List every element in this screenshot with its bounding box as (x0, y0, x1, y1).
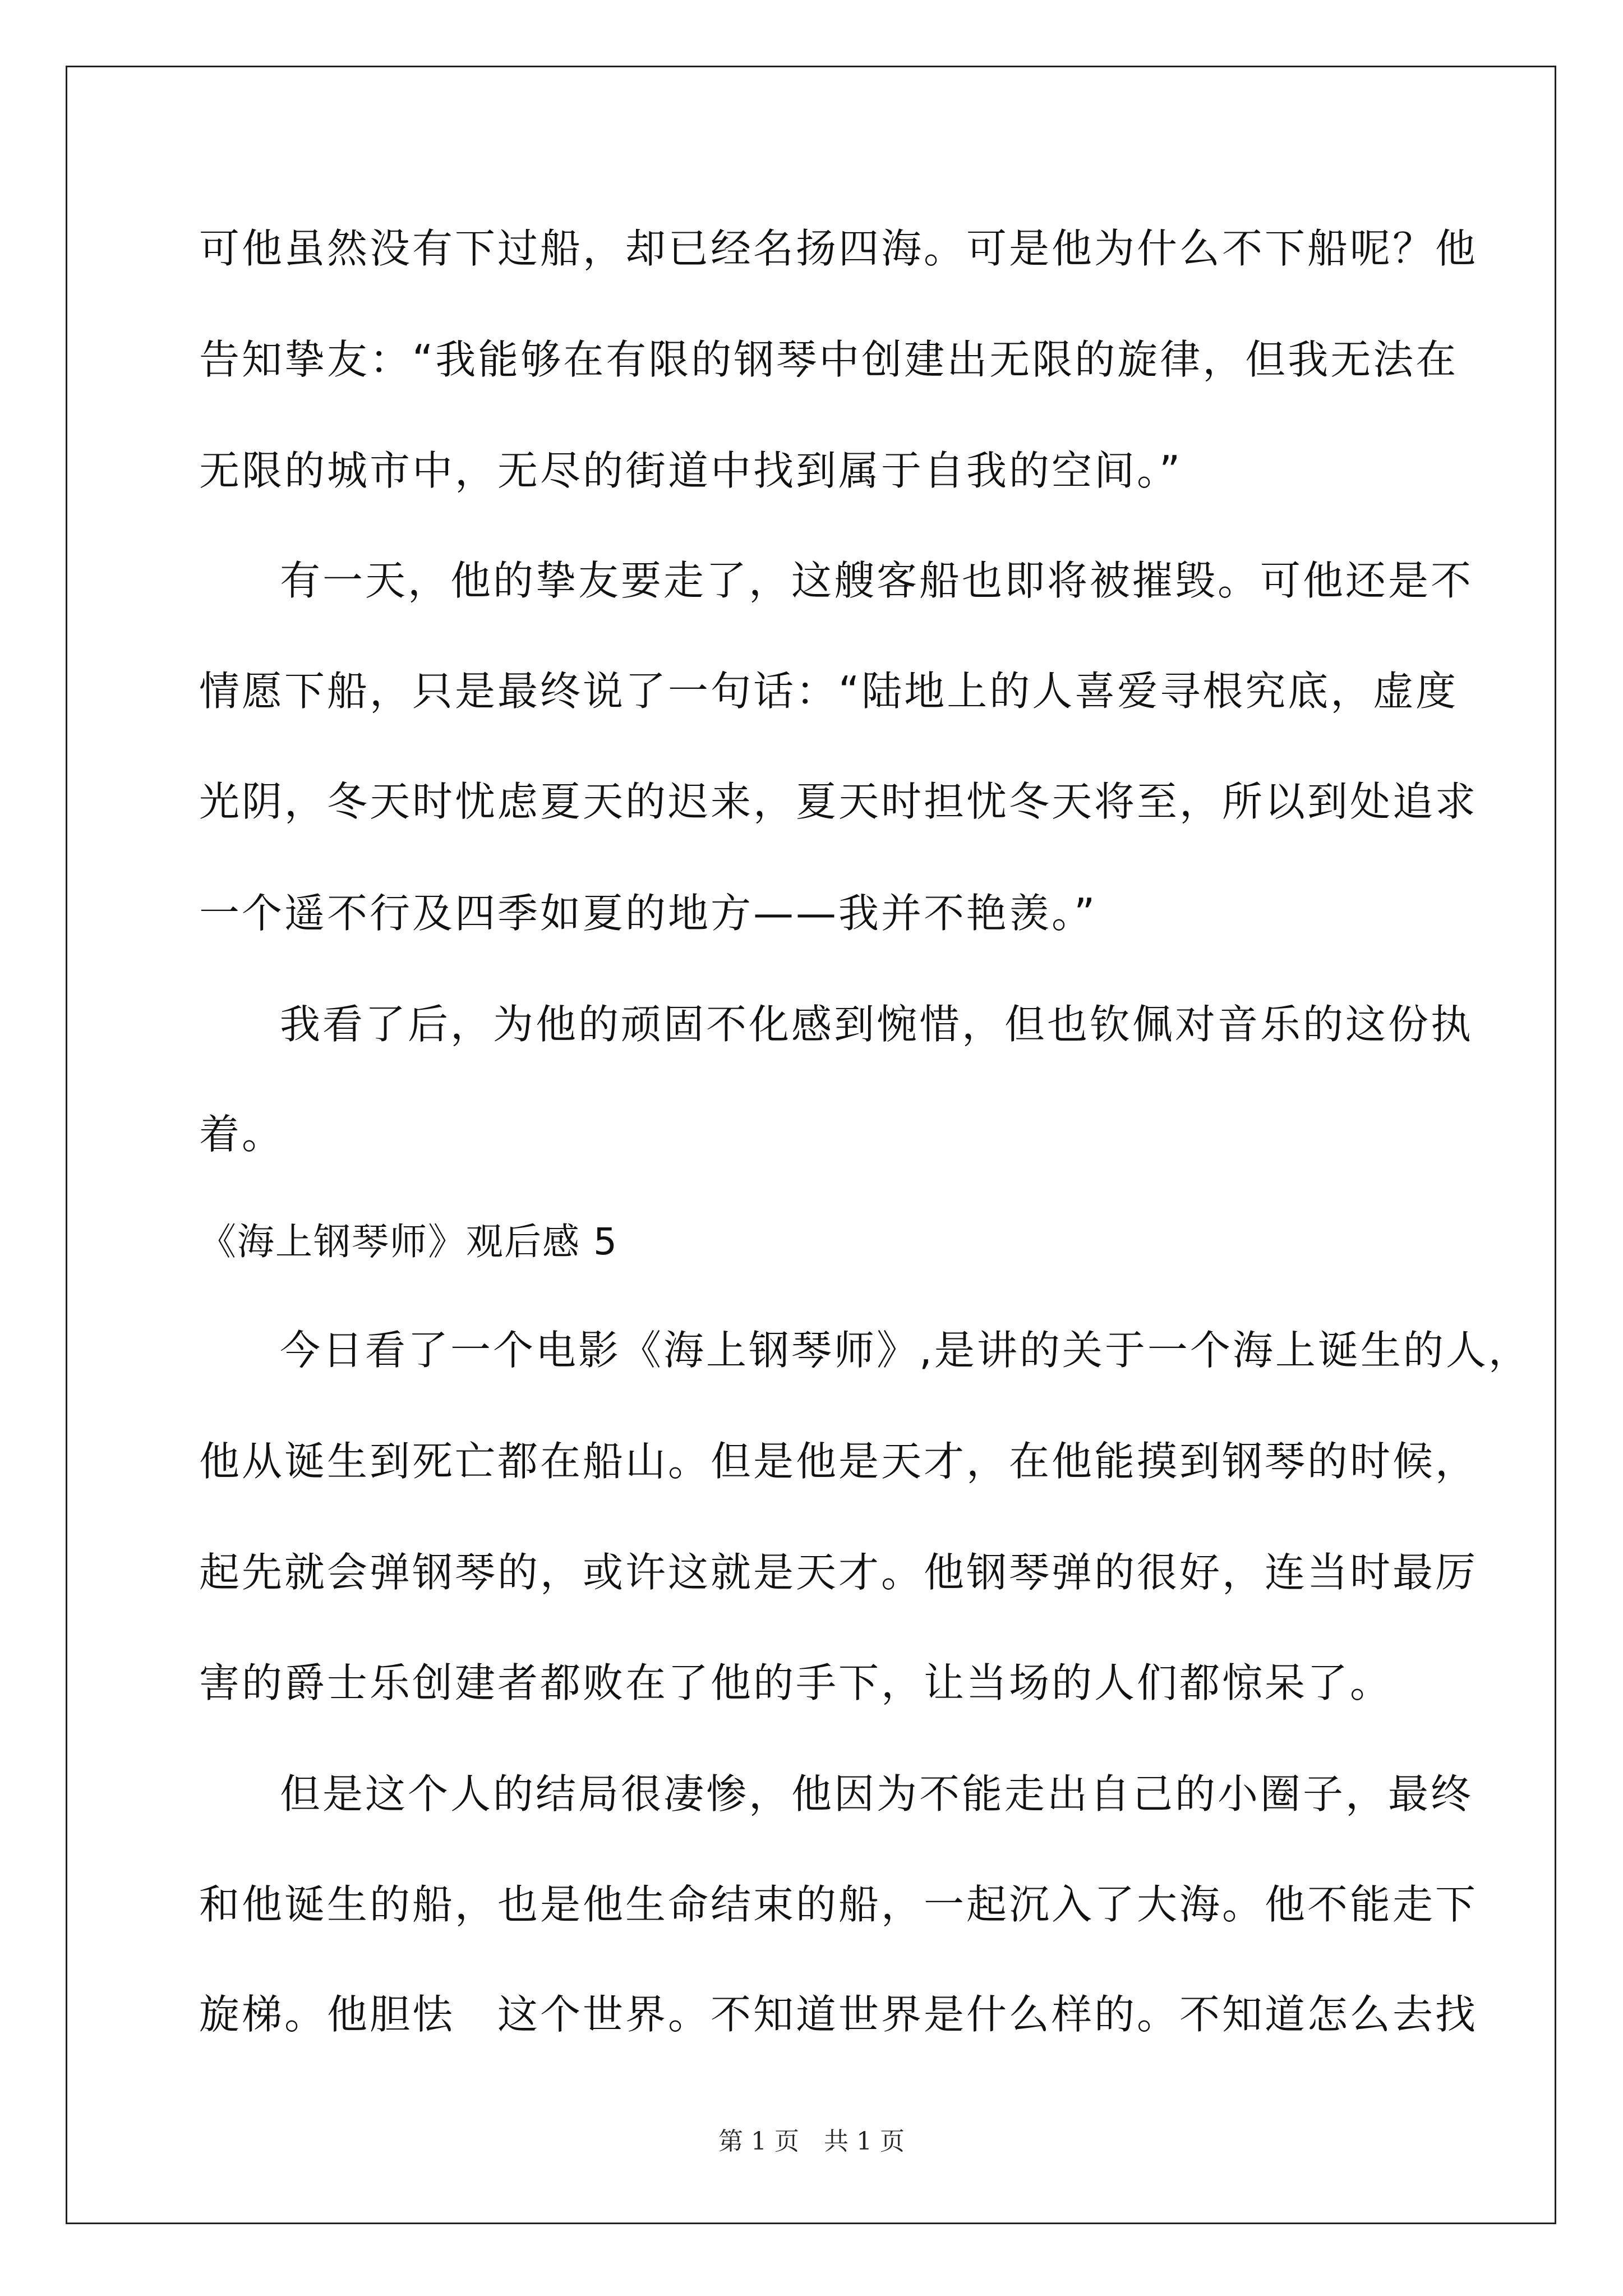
text-line: 光阴，冬天时忧虑夏天的迟来，夏天时担忧冬天将至，所以到处追求 (199, 778, 1478, 825)
section-heading: 《海上钢琴师》观后感 5 (199, 1220, 618, 1263)
text-line: 有一天，他的挚友要走了，这艘客船也即将被摧毁。可他还是不 (280, 557, 1474, 604)
text-line: 一个遥不行及四季如夏的地方——我并不艳羡。” (199, 890, 1098, 937)
text-line: 着。 (199, 1111, 285, 1158)
text-line: 但是这个人的结局很凄惨，他因为不能走出自己的小圈子，最终 (280, 1770, 1474, 1818)
text-line: 告知挚友：“我能够在有限的钢琴中创建出无限的旋律，但我无法在 (199, 336, 1459, 383)
text-line: 害的爵士乐创建者都败在了他的手下，让当场的人们都惊呆了。 (199, 1659, 1393, 1706)
text-line: 情愿下船，只是最终说了一句话：“陆地上的人喜爱寻根究底，虚度 (199, 668, 1459, 715)
text-line: 他从诞生到死亡都在船山。但是他是天才，在他能摸到钢琴的时候， (199, 1438, 1478, 1485)
text-line: 和他诞生的船，也是他生命结束的船，一起沉入了大海。他不能走下 (199, 1881, 1478, 1928)
text-line: 起先就会弹钢琴的，或许这就是天才。他钢琴弹的很好，连当时最厉 (199, 1549, 1478, 1596)
text-line: 今日看了一个电影《海上钢琴师》,是讲的关于一个海上诞生的人， (280, 1327, 1531, 1374)
text-line: 无限的城市中，无尽的街道中找到属于自我的空间。” (199, 447, 1183, 494)
text-line: 我看了后，为他的顽固不化感到惋惜，但也钦佩对音乐的这份执 (280, 1001, 1474, 1048)
page-number: 第 1 页 共 1 页 (718, 2127, 905, 2156)
text-line: 旋梯。他胆怯 这个世界。不知道世界是什么样的。不知道怎么去找 (199, 1991, 1478, 2038)
text-line: 可他虽然没有下过船，却已经名扬四海。可是他为什么不下船呢？他 (199, 225, 1478, 272)
